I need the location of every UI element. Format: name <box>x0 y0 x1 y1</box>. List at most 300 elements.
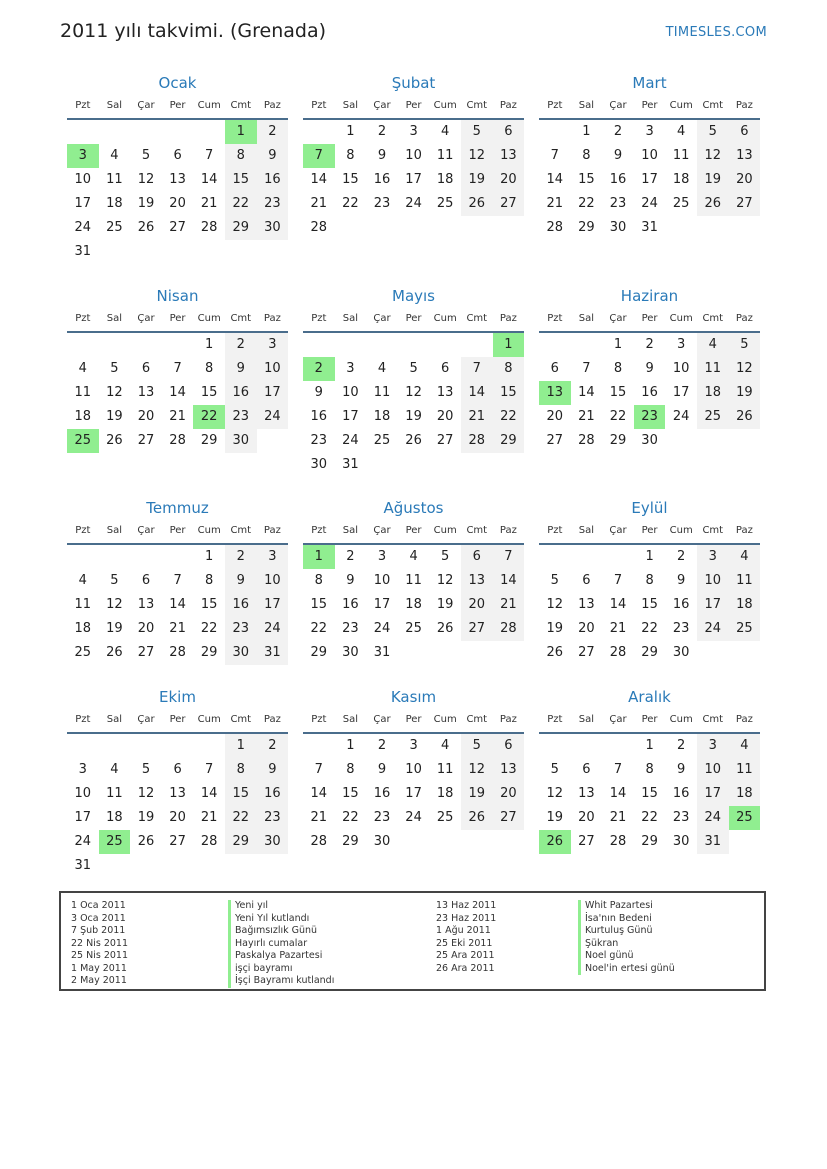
day-cell: 13 <box>137 597 155 612</box>
day-cell: 26 <box>729 405 761 429</box>
day-cell: 1 <box>303 545 335 569</box>
day-cell: 26 <box>405 433 422 448</box>
day-cell: 15 <box>641 786 658 801</box>
month-calendar <box>67 285 288 497</box>
day-cell: 2 <box>613 124 623 139</box>
weekday-label: Çar <box>373 100 391 111</box>
day-cell: 7 <box>173 361 182 376</box>
day-cell: 9 <box>225 569 257 593</box>
day-cell: 13 <box>169 172 186 187</box>
day-cell: 12 <box>546 786 564 801</box>
day-cell: 1 <box>205 549 214 564</box>
day-cell: 26 <box>436 621 454 636</box>
day-cell: 8 <box>645 573 654 588</box>
weekday-label: Paz <box>735 313 753 324</box>
day-cell: 4 <box>441 738 450 753</box>
day-cell: 2 <box>377 124 387 139</box>
day-grid <box>67 120 288 264</box>
day-cell: 21 <box>609 621 627 636</box>
day-cell: 31 <box>697 830 729 854</box>
day-cell: 23 <box>225 617 257 641</box>
day-cell: 23 <box>342 621 359 636</box>
month-calendar <box>539 686 760 886</box>
day-cell: 14 <box>546 172 564 187</box>
day-cell: 27 <box>436 433 454 448</box>
weekday-label: Cmt <box>466 714 488 725</box>
day-cell: 28 <box>310 220 328 235</box>
weekday-label: Cmt <box>466 100 488 111</box>
weekday-header <box>539 519 760 545</box>
day-cell: 16 <box>641 385 658 400</box>
day-cell: 25 <box>67 429 99 453</box>
day-cell: 16 <box>672 786 690 801</box>
day-cell: 19 <box>461 168 493 192</box>
weekday-label: Per <box>405 313 422 324</box>
day-cell: 18 <box>729 782 761 806</box>
weekday-header <box>67 307 288 333</box>
day-cell: 2 <box>303 357 335 381</box>
holiday-name: Şükran <box>578 938 675 951</box>
day-cell: 20 <box>578 810 595 825</box>
day-cell: 14 <box>169 597 186 612</box>
day-cell: 30 <box>342 645 359 660</box>
weekday-label: Cum <box>433 714 457 725</box>
empty-cell <box>571 734 603 758</box>
day-cell: 19 <box>436 597 454 612</box>
day-cell: 23 <box>310 433 328 448</box>
holiday-name: Noel'in ertesi günü <box>578 963 675 976</box>
holiday-name: İsa'nın Bedeni <box>578 913 675 926</box>
day-cell: 17 <box>257 381 289 405</box>
day-cell: 3 <box>697 734 729 758</box>
day-cell: 6 <box>493 734 525 758</box>
day-cell: 16 <box>225 593 257 617</box>
day-cell: 13 <box>169 786 186 801</box>
weekday-label: Çar <box>373 313 391 324</box>
day-cell: 14 <box>461 381 493 405</box>
empty-cell <box>130 120 162 144</box>
day-grid <box>67 333 288 453</box>
day-cell: 9 <box>377 762 387 777</box>
day-cell: 12 <box>461 758 493 782</box>
month-calendar <box>303 686 524 886</box>
day-cell: 9 <box>346 573 355 588</box>
day-cell: 10 <box>672 361 690 376</box>
day-cell: 3 <box>677 337 686 352</box>
holiday-date: 25 Ara 2011 <box>436 950 495 961</box>
day-cell: 16 <box>225 381 257 405</box>
day-cell: 11 <box>405 573 422 588</box>
weekday-header <box>539 94 760 120</box>
weekday-label: Paz <box>263 313 281 324</box>
day-cell: 27 <box>461 617 493 641</box>
day-cell: 22 <box>193 405 225 429</box>
empty-cell <box>193 734 225 758</box>
day-cell: 8 <box>613 361 623 376</box>
weekday-label: Cmt <box>702 313 724 324</box>
day-cell: 16 <box>609 172 627 187</box>
weekday-label: Per <box>169 100 186 111</box>
day-cell: 7 <box>550 148 559 163</box>
day-cell: 4 <box>78 361 87 376</box>
day-grid <box>303 333 524 477</box>
weekday-label: Pzt <box>547 714 563 725</box>
day-cell: 3 <box>409 738 418 753</box>
day-cell: 9 <box>257 144 289 168</box>
day-cell: 10 <box>405 148 422 163</box>
day-cell: 26 <box>106 645 123 660</box>
day-cell: 22 <box>342 196 359 211</box>
day-cell: 1 <box>493 333 525 357</box>
holiday-name: işçi bayramı <box>228 963 334 976</box>
weekday-label: Pzt <box>75 714 91 725</box>
day-cell: 30 <box>641 433 658 448</box>
day-cell: 14 <box>310 172 328 187</box>
month-name: Ağustos <box>383 499 444 517</box>
month-calendar <box>67 72 288 285</box>
day-cell: 3 <box>257 333 289 357</box>
day-cell: 31 <box>373 645 391 660</box>
empty-cell <box>130 333 162 357</box>
empty-cell <box>398 333 430 357</box>
day-cell: 21 <box>493 593 525 617</box>
day-cell: 7 <box>205 762 214 777</box>
day-cell: 24 <box>257 405 289 429</box>
day-cell: 14 <box>169 385 186 400</box>
day-cell: 16 <box>373 172 391 187</box>
day-cell: 10 <box>641 148 658 163</box>
weekday-header <box>303 708 524 734</box>
day-cell: 7 <box>613 762 623 777</box>
day-cell: 11 <box>729 758 761 782</box>
day-cell: 18 <box>436 786 454 801</box>
holiday-date: 23 Haz 2011 <box>436 912 497 924</box>
day-cell: 1 <box>225 734 257 758</box>
day-cell: 20 <box>461 593 493 617</box>
empty-cell <box>99 734 131 758</box>
day-cell: 21 <box>200 810 218 825</box>
day-cell: 23 <box>634 405 666 429</box>
day-cell: 30 <box>257 830 289 854</box>
day-cell: 10 <box>257 569 289 593</box>
day-cell: 6 <box>729 120 761 144</box>
holiday-name: Yeni Yıl kutlandı <box>228 913 334 926</box>
day-cell: 5 <box>409 361 418 376</box>
day-cell: 2 <box>225 545 257 569</box>
day-cell: 15 <box>225 782 257 806</box>
day-cell: 13 <box>578 597 595 612</box>
day-cell: 13 <box>539 381 571 405</box>
day-cell: 18 <box>697 381 729 405</box>
day-cell: 15 <box>310 597 328 612</box>
day-cell: 5 <box>550 573 559 588</box>
day-cell: 7 <box>173 573 182 588</box>
day-cell: 4 <box>409 549 418 564</box>
day-cell: 12 <box>436 573 454 588</box>
empty-cell <box>366 333 398 357</box>
weekday-label: Pzt <box>75 525 91 536</box>
empty-cell <box>162 333 194 357</box>
day-cell: 6 <box>173 148 182 163</box>
day-cell: 17 <box>672 385 690 400</box>
day-cell: 25 <box>436 196 454 211</box>
day-cell: 12 <box>137 172 155 187</box>
weekday-label: Paz <box>263 100 281 111</box>
weekday-label: Paz <box>263 714 281 725</box>
day-cell: 5 <box>729 333 761 357</box>
day-cell: 11 <box>436 148 454 163</box>
day-cell: 30 <box>373 834 391 849</box>
month-calendar <box>303 285 524 497</box>
day-cell: 15 <box>493 381 525 405</box>
weekday-label: Per <box>169 714 186 725</box>
day-cell: 18 <box>74 409 92 424</box>
day-cell: 26 <box>697 192 729 216</box>
weekday-header <box>67 94 288 120</box>
day-cell: 22 <box>225 806 257 830</box>
day-cell: 24 <box>74 834 92 849</box>
day-cell: 12 <box>137 786 155 801</box>
day-cell: 19 <box>697 168 729 192</box>
day-cell: 9 <box>314 385 323 400</box>
weekday-label: Sal <box>342 525 359 536</box>
weekday-header <box>539 307 760 333</box>
legend-names-right <box>578 900 675 975</box>
day-cell: 21 <box>200 196 218 211</box>
day-cell: 2 <box>677 738 686 753</box>
holiday-date: 1 Oca 2011 <box>71 900 126 911</box>
weekday-label: Per <box>405 525 422 536</box>
day-cell: 27 <box>729 192 761 216</box>
day-cell: 27 <box>546 433 564 448</box>
weekday-label: Çar <box>373 714 391 725</box>
day-cell: 25 <box>99 830 131 854</box>
day-cell: 3 <box>346 361 355 376</box>
day-cell: 4 <box>110 762 119 777</box>
day-cell: 8 <box>645 762 654 777</box>
day-cell: 20 <box>169 196 186 211</box>
day-cell: 5 <box>461 120 493 144</box>
empty-cell <box>461 333 493 357</box>
empty-cell <box>162 545 194 569</box>
day-cell: 17 <box>641 172 658 187</box>
day-cell: 25 <box>672 196 690 211</box>
day-cell: 4 <box>377 361 387 376</box>
month-name: Ekim <box>159 688 196 706</box>
day-cell: 6 <box>582 762 591 777</box>
empty-cell <box>130 545 162 569</box>
day-cell: 23 <box>373 196 391 211</box>
day-cell: 7 <box>205 148 214 163</box>
day-cell: 1 <box>582 124 591 139</box>
day-cell: 20 <box>493 782 525 806</box>
day-cell: 5 <box>461 734 493 758</box>
day-cell: 15 <box>342 172 359 187</box>
weekday-label: Per <box>169 525 186 536</box>
day-cell: 21 <box>169 621 186 636</box>
day-cell: 22 <box>641 621 658 636</box>
day-cell: 3 <box>409 124 418 139</box>
weekday-label: Cum <box>197 525 221 536</box>
day-cell: 8 <box>314 573 323 588</box>
day-cell: 27 <box>493 192 525 216</box>
day-cell: 14 <box>578 385 595 400</box>
day-cell: 1 <box>346 738 355 753</box>
empty-cell <box>303 120 335 144</box>
day-cell: 23 <box>609 196 627 211</box>
day-cell: 18 <box>405 597 422 612</box>
month-name: Nisan <box>156 287 199 305</box>
day-cell: 5 <box>441 549 450 564</box>
day-cell: 9 <box>613 148 623 163</box>
empty-cell <box>602 734 634 758</box>
day-cell: 9 <box>377 148 387 163</box>
day-cell: 28 <box>169 433 186 448</box>
day-cell: 9 <box>677 573 686 588</box>
weekday-label: Pzt <box>75 100 91 111</box>
month-calendar <box>67 686 288 886</box>
weekday-label: Cum <box>669 525 693 536</box>
day-cell: 28 <box>461 429 493 453</box>
day-cell: 18 <box>729 593 761 617</box>
day-cell: 17 <box>405 786 422 801</box>
day-cell: 26 <box>461 192 493 216</box>
weekday-label: Sal <box>342 100 359 111</box>
day-cell: 6 <box>441 361 450 376</box>
day-cell: 28 <box>200 834 218 849</box>
weekday-label: Cum <box>197 714 221 725</box>
day-cell: 7 <box>493 545 525 569</box>
empty-cell <box>429 333 461 357</box>
day-cell: 24 <box>405 196 422 211</box>
weekday-label: Cmt <box>702 525 724 536</box>
day-cell: 17 <box>373 597 391 612</box>
empty-cell <box>571 545 603 569</box>
day-grid <box>539 333 760 453</box>
day-cell: 20 <box>578 621 595 636</box>
day-cell: 26 <box>546 645 564 660</box>
empty-cell <box>539 120 571 144</box>
weekday-label: Sal <box>578 100 595 111</box>
day-cell: 7 <box>303 144 335 168</box>
day-cell: 3 <box>78 762 87 777</box>
day-cell: 27 <box>578 834 595 849</box>
day-cell: 11 <box>106 172 123 187</box>
day-cell: 18 <box>106 196 123 211</box>
weekday-label: Paz <box>499 714 517 725</box>
day-cell: 19 <box>137 196 155 211</box>
day-cell: 8 <box>225 144 257 168</box>
month-name: Temmuz <box>146 499 209 517</box>
weekday-label: Pzt <box>547 100 563 111</box>
day-cell: 8 <box>346 762 355 777</box>
day-cell: 24 <box>257 617 289 641</box>
day-cell: 20 <box>546 409 564 424</box>
day-cell: 26 <box>137 220 155 235</box>
weekday-label: Cmt <box>702 100 724 111</box>
day-cell: 28 <box>609 834 627 849</box>
day-cell: 6 <box>493 120 525 144</box>
weekday-label: Per <box>641 100 658 111</box>
day-cell: 21 <box>546 196 564 211</box>
day-cell: 10 <box>74 172 92 187</box>
day-cell: 30 <box>672 834 690 849</box>
day-cell: 11 <box>373 385 391 400</box>
day-cell: 22 <box>493 405 525 429</box>
day-cell: 8 <box>493 357 525 381</box>
day-cell: 7 <box>461 357 493 381</box>
day-cell: 1 <box>205 337 214 352</box>
weekday-label: Cmt <box>702 714 724 725</box>
weekday-header <box>303 519 524 545</box>
day-cell: 6 <box>173 762 182 777</box>
day-cell: 21 <box>609 810 627 825</box>
weekday-label: Pzt <box>311 100 327 111</box>
day-cell: 11 <box>729 569 761 593</box>
day-cell: 14 <box>200 786 218 801</box>
day-cell: 19 <box>546 810 564 825</box>
day-cell: 4 <box>729 545 761 569</box>
day-cell: 16 <box>672 597 690 612</box>
day-grid <box>303 734 524 854</box>
weekday-label: Cum <box>433 525 457 536</box>
day-cell: 5 <box>550 762 559 777</box>
day-cell: 20 <box>729 168 761 192</box>
day-cell: 2 <box>677 549 686 564</box>
day-cell: 29 <box>225 216 257 240</box>
day-cell: 1 <box>346 124 355 139</box>
day-cell: 20 <box>137 409 155 424</box>
day-cell: 12 <box>106 385 123 400</box>
month-name: Mart <box>632 74 667 92</box>
empty-cell <box>539 333 571 357</box>
weekday-label: Pzt <box>75 313 91 324</box>
weekday-label: Sal <box>342 714 359 725</box>
day-cell: 31 <box>641 220 658 235</box>
day-cell: 15 <box>200 385 218 400</box>
day-cell: 6 <box>141 573 151 588</box>
day-cell: 25 <box>106 220 123 235</box>
day-cell: 20 <box>137 621 155 636</box>
day-cell: 29 <box>200 645 218 660</box>
day-cell: 3 <box>377 549 387 564</box>
day-cell: 30 <box>609 220 627 235</box>
day-cell: 24 <box>342 433 359 448</box>
day-grid <box>539 545 760 665</box>
day-cell: 27 <box>493 806 525 830</box>
month-calendar <box>539 285 760 497</box>
weekday-label: Çar <box>609 100 627 111</box>
brand-link[interactable]: TIMESLES.COM <box>665 25 767 40</box>
day-cell: 19 <box>729 381 761 405</box>
holiday-name: Noel günü <box>578 950 675 963</box>
day-cell: 4 <box>729 734 761 758</box>
day-cell: 17 <box>342 409 359 424</box>
empty-cell <box>303 734 335 758</box>
empty-cell <box>99 545 131 569</box>
day-cell: 25 <box>74 645 92 660</box>
weekday-header <box>303 307 524 333</box>
day-cell: 19 <box>546 621 564 636</box>
day-cell: 17 <box>74 196 92 211</box>
day-cell: 14 <box>200 172 218 187</box>
day-cell: 25 <box>373 433 391 448</box>
day-cell: 19 <box>405 409 422 424</box>
day-cell: 1 <box>645 738 654 753</box>
day-grid <box>539 120 760 240</box>
day-cell: 26 <box>539 830 571 854</box>
empty-cell <box>303 333 335 357</box>
